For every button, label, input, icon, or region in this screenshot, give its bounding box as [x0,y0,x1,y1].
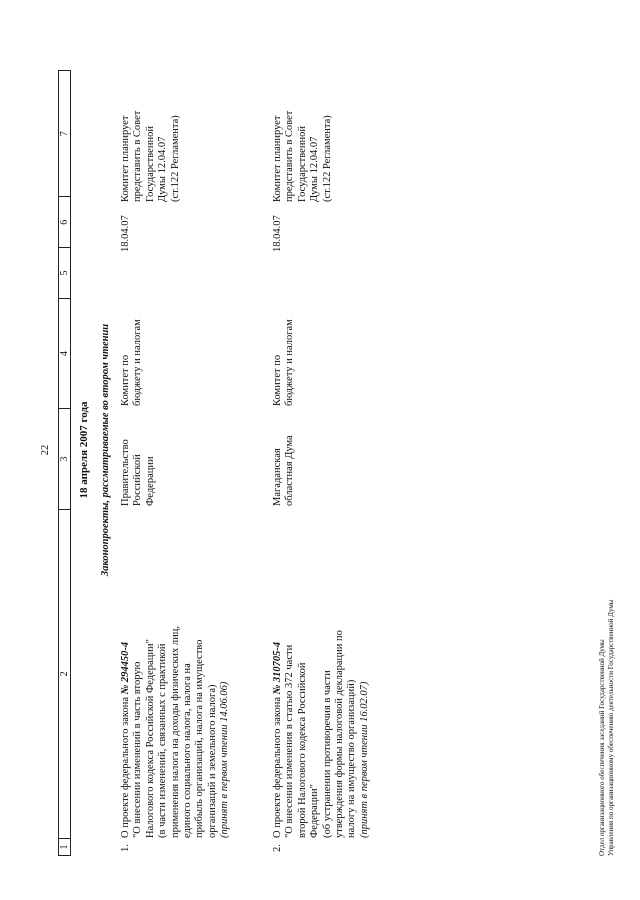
committee-line: бюджету и налогам [132,319,144,406]
bill-title-line: применения налога на доходы физических лиц, [169,625,181,838]
footer-line: Отдел организационного обеспечения заседаний Государственной Думы [598,639,606,856]
status-note [120,72,182,202]
bill-title-line: (об устранении противоречия в части [321,670,333,838]
column-number-header [58,70,71,856]
bill-title-line: "О внесении изменений в часть вторую [132,661,144,838]
review-date: 18.04.07 [272,215,283,252]
section-heading: Законопроекты, рассматриваемые во втором чтении [100,323,111,577]
initiator [272,416,297,506]
status-line: Думы 12.04.07 [157,136,169,202]
committee-line: бюджету и налогам [284,319,296,406]
status-line: представить в Совет [132,110,144,202]
column-number: 2 [59,510,70,839]
status-line: Государственной [296,126,308,202]
initiator-line: Правительство [120,439,131,506]
bill-number: № 310705-4 [272,641,283,695]
column-number: 7 [59,71,70,197]
bill-title-prefix: О проекте федерального закона [120,694,131,838]
status-line: Государственной [144,126,156,202]
status-line: (ст.122 Регламента) [169,115,181,202]
column-number: 1 [59,844,70,850]
column-number: 4 [59,299,70,409]
committee-line: Комитет по [272,354,283,406]
bill-title-line: второй Налогового кодекса Российской [296,662,308,838]
reading-note: (принят в первом чтении 16.02.07) [358,681,370,838]
bill-title-line: прибыль организаций, налога на имущество [194,639,206,838]
committee [120,276,145,406]
initiator-line: Федерации [144,456,156,506]
column-number: 3 [59,409,70,509]
document-page [20,20,620,880]
bill-number: № 294450-4 [120,641,131,695]
bill-title-line: (в части изменений, связанных с практикой [157,643,169,838]
column-number: 5 [59,248,70,299]
committee-line: Комитет по [120,354,131,406]
initiator [120,416,157,506]
bill-title-line: Налогового кодекса Российской Федерации" [144,639,156,838]
row-number: 1. [120,844,131,852]
row-number: 2. [272,844,283,852]
status-line: Комитет планирует [272,115,283,202]
status-note [272,72,334,202]
bill-title [120,618,232,838]
initiator-line: Российской [132,454,144,506]
bill-title-line: организаций и земельного налога) [206,684,218,838]
bill-title-line: "О внесении изменения в статью 372 части [284,644,296,838]
date-heading: 18 апреля 2007 года [78,401,90,499]
column-number: 6 [59,197,70,248]
bill-title-line: единого социального налога, налога на [182,663,194,838]
bill-title-line: утверждения формы налоговой декларации по [334,630,346,838]
bill-title-line: налогу на имущество организаций) [346,679,358,838]
initiator-line: Магаданская [272,448,283,506]
page-number: 22 [40,444,51,456]
bill-title-line: Федерации" [309,784,321,838]
status-line: представить в Совет [284,110,296,202]
reading-note: (принят в первом чтении 14.06.06) [219,681,231,838]
status-line: Думы 12.04.07 [309,136,321,202]
footer [598,600,616,856]
bill-title [272,618,371,838]
initiator-line: областная Дума [284,435,296,506]
review-date: 18.04.07 [120,215,131,252]
status-line: Комитет планирует [120,115,131,202]
committee [272,276,297,406]
footer-line: Управления по организационному обеспечению деятельности Государственной Думы [607,599,615,856]
bill-title-prefix: О проекте федерального закона [272,694,283,838]
status-line: (ст.122 Регламента) [321,115,333,202]
